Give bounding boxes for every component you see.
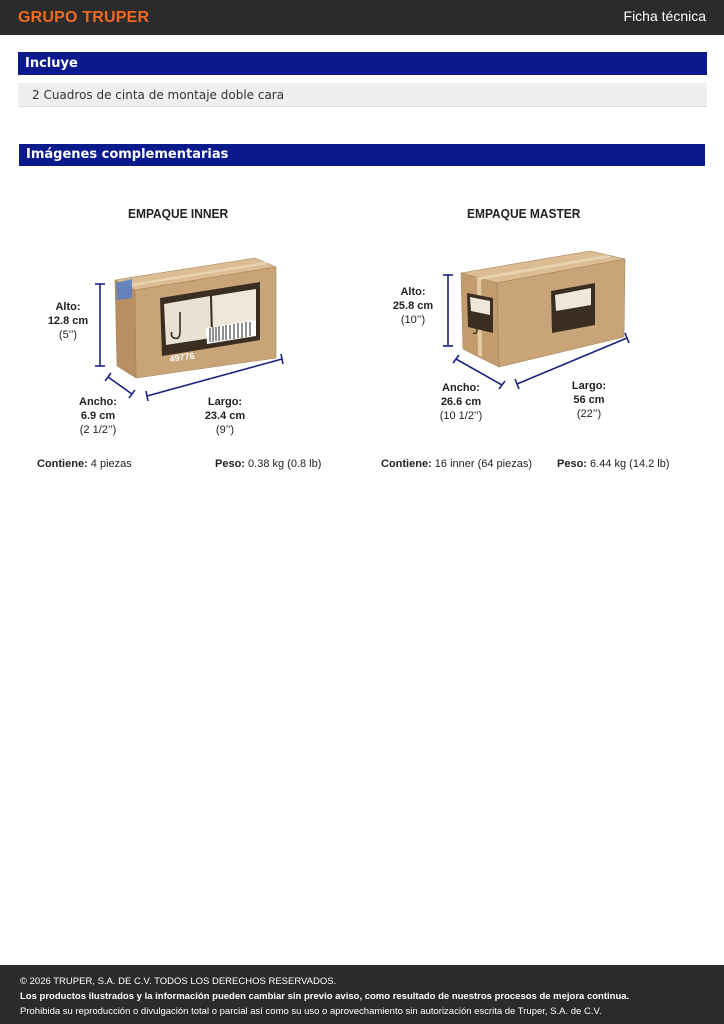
master-weight: Peso: 6.44 kg (14.2 lb) [557,458,670,470]
footer-prohibition: Prohibida su reproducción o divulgación total o parcial así como su uso o aprovechamiento sin autorización escrita de Truper, S.A. de C.V. [20,1006,602,1017]
footer [0,965,724,1024]
inner-weight: Peso: 0.38 kg (0.8 lb) [215,458,322,470]
inner-box-number: 49776 [168,350,196,364]
includes-section-header: Incluye [18,52,707,75]
master-package-title: EMPAQUE MASTER [467,206,581,221]
master-largo-dimension: Largo: 56 cm (22’’) [571,380,607,420]
complementary-images-section-header: Imágenes complementarias [19,144,705,166]
footer-copyright: © 2026 TRUPER, S.A. DE C.V. TODOS LOS DERECHOS RESERVADOS. [20,976,337,987]
includes-item: 2 Cuadros de cinta de montaje doble cara [18,83,707,107]
inner-alto-dimension: Alto: 12.8 cm (5’’) [47,301,89,341]
master-contents: Contiene: 16 inner (64 piezas) [381,458,533,470]
inner-ancho-dimension: Ancho: 6.9 cm (2 1/2’’) [79,396,117,436]
footer-notice: Los productos ilustrados y la información pueden cambiar sin previo aviso, como resultado de nuestros procesos de mejora continua. [20,991,630,1002]
inner-largo-dimension: Largo: 23.4 cm (9’’) [204,396,246,436]
master-ancho-dimension: Ancho: 26.6 cm (10 1/2’’) [439,382,483,422]
inner-contents: Contiene: 4 piezas [37,458,132,470]
inner-package-title: EMPAQUE INNER [128,206,229,221]
truper-logo[interactable]: GRUPO TRUPER [18,9,150,26]
master-alto-dimension: Alto: 25.8 cm (10’’) [392,286,434,326]
document-type-title: Ficha técnica [623,8,706,24]
